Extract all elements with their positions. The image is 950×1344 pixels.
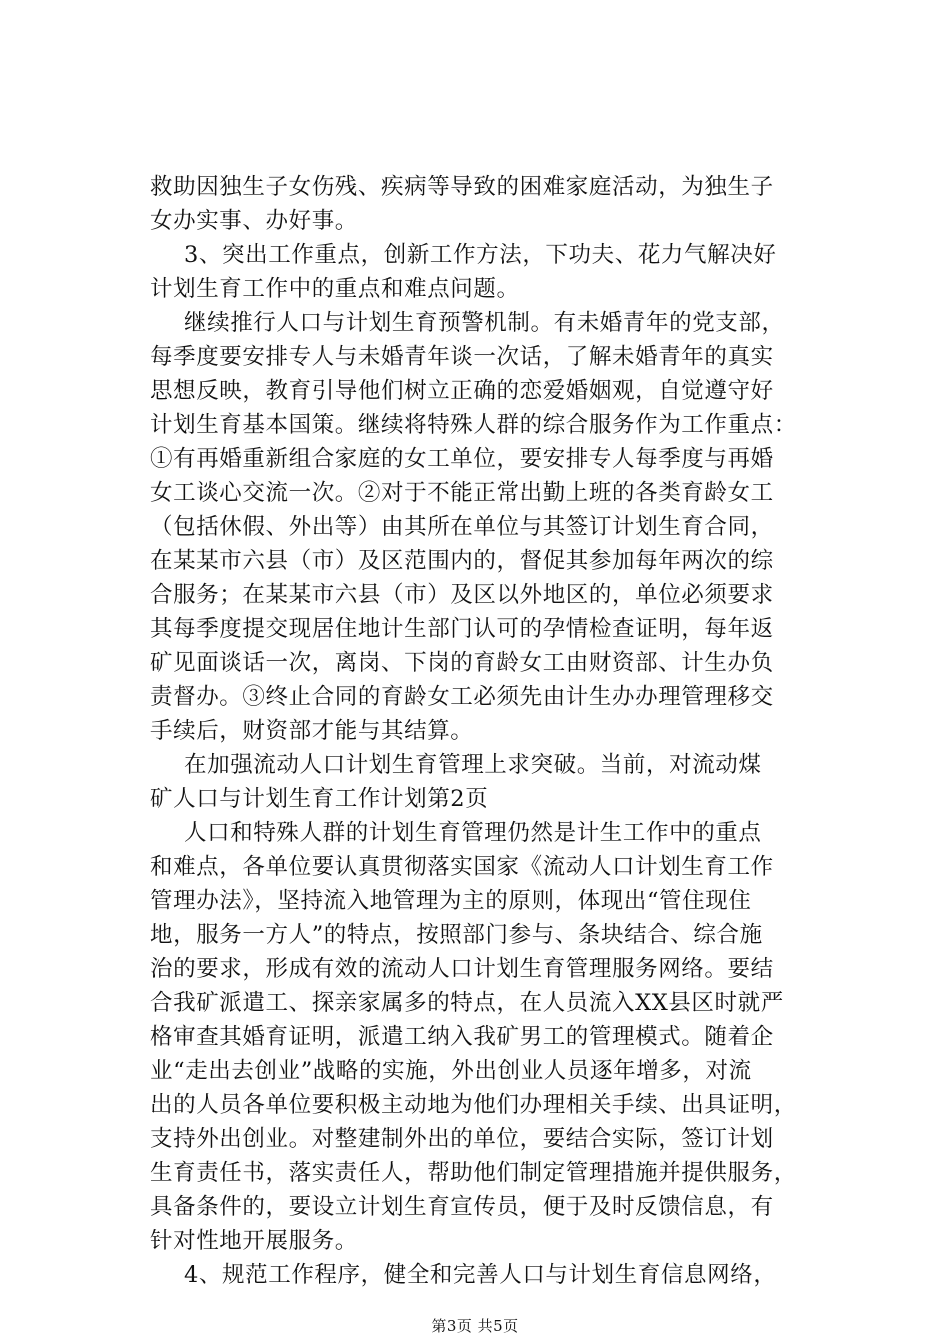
text-line: 4、规范工作程序，健全和完善人口与计划生育信息网络，	[184, 1262, 777, 1288]
text-line: 合我矿派遣工、探亲家属多的特点，在人员流入XX县区时就严	[150, 990, 784, 1016]
text-line: 计划生育基本国策。继续将特殊人群的综合服务作为工作重点：	[150, 412, 797, 438]
text-line: 管理办法》，坚持流入地管理为主的原则，体现出“管住现住	[150, 888, 752, 914]
text-line: ①有再婚重新组合家庭的女工单位，要安排专人每季度与再婚	[150, 446, 774, 472]
text-line: 针对性地开展服务。	[150, 1228, 358, 1254]
text-line: 和难点，各单位要认真贯彻落实国家《流动人口计划生育工作	[150, 854, 774, 880]
text-line: 救助因独生子女伤残、疾病等导致的困难家庭活动，为独生子	[150, 174, 774, 200]
document-body	[150, 170, 840, 1292]
text-line: 女工谈心交流一次。②对于不能正常出勤上班的各类育龄女工	[150, 480, 774, 506]
text-line: 每季度要安排专人与未婚青年谈一次话，了解未婚青年的真实	[150, 344, 774, 370]
text-line: 3、突出工作重点，创新工作方法，下功夫、花力气解决好	[184, 242, 777, 268]
text-line: 治的要求，形成有效的流动人口计划生育管理服务网络。要结	[150, 956, 774, 982]
text-line: 其每季度提交现居住地计生部门认可的孕情检查证明，每年返	[150, 616, 774, 642]
text-line: 在加强流动人口计划生育管理上求突破。当前，对流动煤	[184, 752, 762, 778]
text-line: 在某某市六县（市）及区范围内的，督促其参加每年两次的综	[150, 548, 774, 574]
text-line: （包括休假、外出等）由其所在单位与其签订计划生育合同，	[150, 514, 774, 540]
text-line: 计划生育工作中的重点和难点问题。	[150, 276, 520, 302]
text-line: 思想反映，教育引导他们树立正确的恋爱婚姻观，自觉遵守好	[150, 378, 774, 404]
text-line: 地，服务一方人”的特点，按照部门参与、条块结合、综合施	[150, 922, 763, 948]
text-line: 合服务；在某某市六县（市）及区以外地区的，单位必须要求	[150, 582, 774, 608]
text-line: 继续推行人口与计划生育预警机制。有未婚青年的党支部，	[184, 310, 785, 336]
text-line: 人口和特殊人群的计划生育管理仍然是计生工作中的重点	[184, 820, 762, 846]
text-line: 生育责任书，落实责任人，帮助他们制定管理措施并提供服务，	[150, 1160, 797, 1186]
text-line: 格审查其婚育证明，派遣工纳入我矿男工的管理模式。随着企	[150, 1024, 774, 1050]
text-line: 责督办。③终止合同的育龄女工必须先由计生办办理管理移交	[150, 684, 774, 710]
text-line: 女办实事、办好事。	[150, 208, 358, 234]
text-line: 矿人口与计划生育工作计划第2页	[150, 786, 489, 812]
text-line: 矿见面谈话一次，离岗、下岗的育龄女工由财资部、计生办负	[150, 650, 774, 676]
text-line: 业“走出去创业”战略的实施，外出创业人员逐年增多，对流	[150, 1058, 752, 1084]
text-line: 手续后，财资部才能与其结算。	[150, 718, 474, 744]
text-line: 出的人员各单位要积极主动地为他们办理相关手续、出具证明，	[150, 1092, 797, 1118]
text-line: 支持外出创业。对整建制外出的单位，要结合实际，签订计划	[150, 1126, 774, 1152]
page-footer: 第3页 共5页	[431, 1317, 519, 1335]
text-line: 具备条件的，要设立计划生育宣传员，便于及时反馈信息，有	[150, 1194, 774, 1220]
